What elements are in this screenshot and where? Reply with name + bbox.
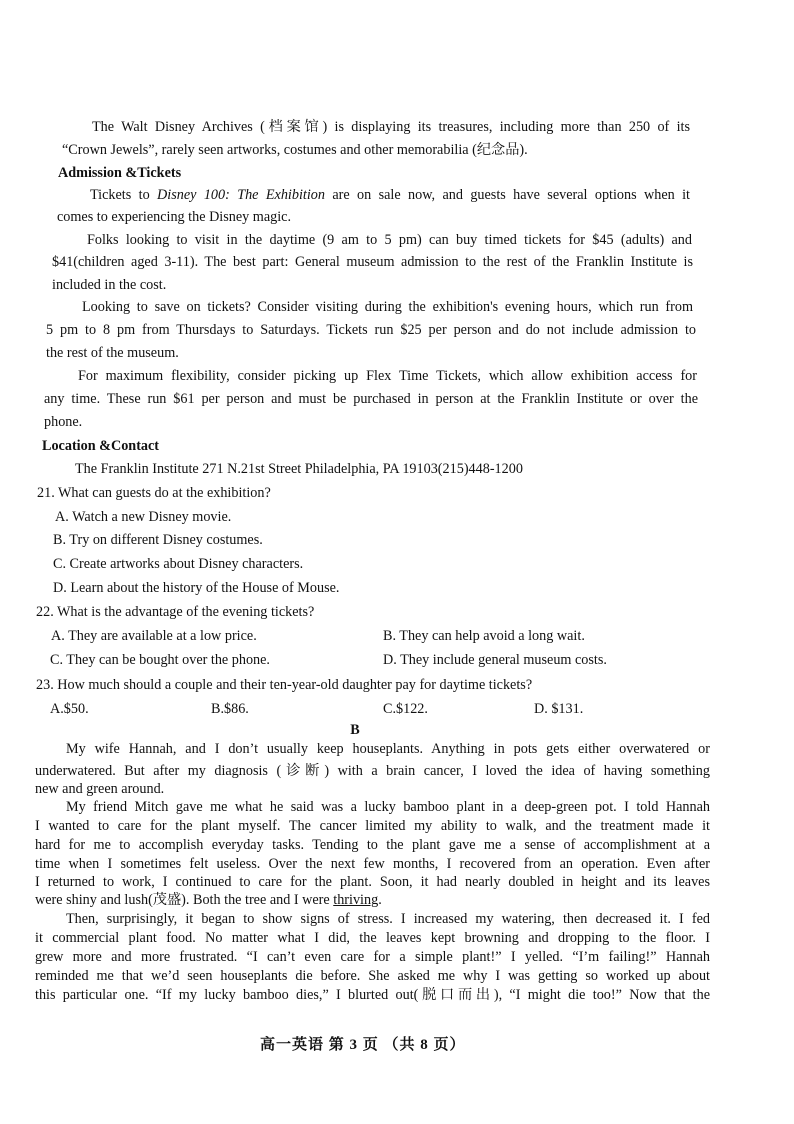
evening-line-2: 5 pm to 8 pm from Thursdays to Saturdays. Tickets run $25 per person and do not include admission to [46, 322, 696, 338]
section-b-label: B [350, 722, 360, 738]
q22-option-c: C. They can be bought over the phone. [50, 652, 270, 668]
daytime-line-1: Folks looking to visit in the daytime (9 am to 5 pm) can buy timed tickets for $45 (adults) and [87, 232, 692, 248]
exhibition-title: Disney 100: The Exhibition [157, 187, 325, 203]
flex-line-1: For maximum flexibility, consider picking up Flex Time Tickets, which allow exhibition access for [78, 368, 697, 384]
thriving-underlined: thriving [333, 892, 379, 908]
q22-option-d: D. They include general museum costs. [383, 652, 607, 668]
tickets-pre: Tickets to [90, 187, 158, 203]
q23-option-c: C.$122. [383, 701, 428, 717]
q21-option-c: C. Create artworks about Disney characters. [53, 556, 304, 572]
b-p1-line-1: My wife Hannah, and I don’t usually keep houseplants. Anything in pots gets either overwatered or [66, 741, 710, 757]
q23-stem: 23. How much should a couple and their ten-year-old daughter pay for daytime tickets? [36, 677, 533, 693]
b-p2-line-1: My friend Mitch gave me what he said was a lucky bamboo plant in a deep-green pot. I told Hannah [66, 799, 710, 815]
q22-option-b: B. They can help avoid a long wait. [383, 628, 585, 644]
q21-option-b: B. Try on different Disney costumes. [53, 532, 263, 548]
b-p2-line-6-post: . [378, 892, 382, 908]
q23-option-a: A.$50. [50, 701, 89, 717]
page-footer: 高一英语 第 3 页 （共 8 页） [260, 1037, 466, 1053]
b-p3-line-3: grew more and more frustrated. “I can’t even care for a simple plant!” I yelled. “I’m failing!” Hannah [35, 949, 710, 965]
address: The Franklin Institute 271 N.21st Street Philadelphia, PA 19103(215)448-1200 [75, 461, 523, 477]
b-p2-line-6 [35, 890, 382, 910]
q23-option-d: D. $131. [534, 701, 584, 717]
b-p3-line-4: reminded me that we’d seen houseplants die before. She asked me why I was getting so worked up about [35, 968, 710, 984]
tickets-post: are on sale now, and guests have several options when it [324, 187, 690, 203]
b-p1-line-3: new and green around. [35, 781, 165, 797]
q21-option-a: A. Watch a new Disney movie. [55, 509, 232, 525]
location-heading: Location &Contact [42, 438, 160, 454]
b-p2-line-5: I returned to work, I continued to care for the plant. Soon, it had nearly doubled in height and its leaves [35, 874, 710, 890]
daytime-line-2: $41(children aged 3-11). The best part: General museum admission to the rest of the Franklin Institute is [52, 254, 693, 270]
evening-line-1: Looking to save on tickets? Consider visiting during the exhibition's evening hours, which run from [82, 299, 693, 315]
b-p2-line-6-pre: were shiny and lush(茂盛). Both the tree and I were [35, 892, 334, 908]
tickets-line-2: comes to experiencing the Disney magic. [57, 209, 292, 225]
intro-line-1: The Walt Disney Archives (档案馆) is displaying its treasures, including more than 250 of its [92, 119, 690, 135]
b-p2-line-3: hard for me to accomplish everyday tasks. Tending to the plant gave me a sense of accomplishment at a [35, 837, 710, 853]
b-p3-line-1: Then, surprisingly, it began to show signs of stress. I increased my watering, then decreased it. I fed [66, 911, 710, 927]
daytime-line-3: included in the cost. [52, 277, 167, 293]
q21-option-d: D. Learn about the history of the House of Mouse. [53, 580, 340, 596]
q21-stem: 21. What can guests do at the exhibition? [37, 485, 271, 501]
admission-heading: Admission &Tickets [58, 165, 182, 181]
b-p2-line-4: time when I sometimes felt useless. Over the next few months, I recovered from an operation. Even after [35, 856, 710, 872]
b-p1-line-2: underwatered. But after my diagnosis (诊断) with a brain cancer, I loved the idea of having something [35, 763, 710, 779]
flex-line-2: any time. These run $61 per person and must be purchased in person at the Franklin Institute or over the [44, 391, 698, 407]
q22-stem: 22. What is the advantage of the evening tickets? [36, 604, 315, 620]
flex-line-3: phone. [44, 414, 83, 430]
b-p3-line-2: it commercial plant food. No matter what I did, the leaves kept browning and dropping to the floor. I [35, 930, 710, 946]
b-p2-line-2: I wanted to care for the plant myself. The cancer limited my ability to walk, and the treatment made it [35, 818, 710, 834]
tickets-line-1 [90, 185, 690, 205]
q23-option-b: B.$86. [211, 701, 249, 717]
intro-line-2: “Crown Jewels”, rarely seen artworks, costumes and other memorabilia (纪念品). [62, 142, 528, 158]
q22-option-a: A. They are available at a low price. [51, 628, 257, 644]
evening-line-3: the rest of the museum. [46, 345, 179, 361]
b-p3-line-5: this particular one. “If my lucky bamboo dies,” I blurted out(脱口而出), “I might die too!” Now that the [35, 987, 710, 1003]
